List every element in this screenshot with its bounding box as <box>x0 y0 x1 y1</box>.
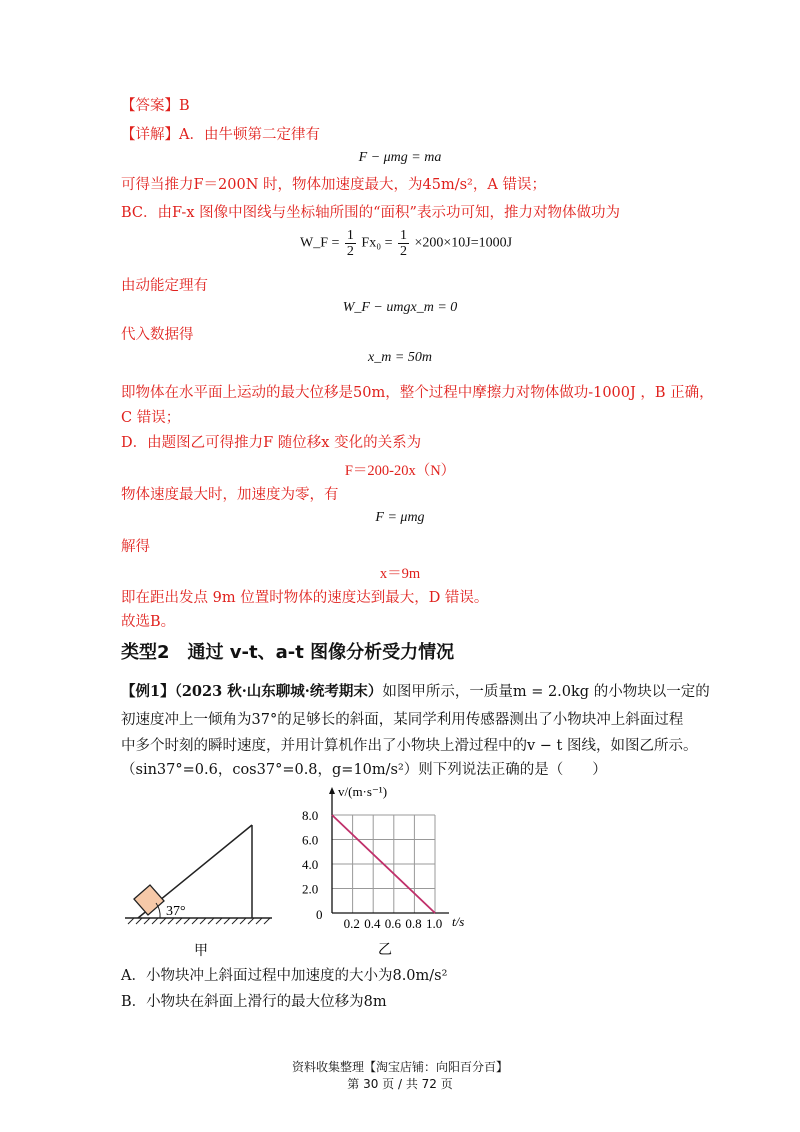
example-line-1 <box>121 682 710 702</box>
example-line-2: 初速度冲上一倾角为37°的足够长的斜面，某同学利用传感器测出了小物块冲上斜面过程 <box>121 712 684 728</box>
fraction-2: $\frac{1}{2}$ <box>399 228 407 259</box>
eq2-lhs: W_F = <box>300 235 340 251</box>
chart-xlabel: t/s <box>452 914 465 929</box>
answer-value: B <box>179 98 190 114</box>
detail-line <box>121 125 320 145</box>
ground-hatch <box>128 918 270 924</box>
y-tick-label: 6.0 <box>302 832 319 848</box>
answer-tag: 【答案】 <box>121 98 179 114</box>
text-line-10: 解得 <box>121 539 150 555</box>
figure-vt-chart <box>300 782 480 957</box>
y-tick-label: 4.0 <box>302 857 319 872</box>
figure-jia-caption: 甲 <box>194 943 208 959</box>
option-b: B．小物块在斜面上滑行的最大位移为8m <box>121 994 387 1010</box>
equation-balance: F = μmg <box>375 510 425 525</box>
text-line-7: C 错误； <box>121 410 181 426</box>
text-line-11: 即在距出发点 9m 位置时物体的速度达到最大，D 错误。 <box>121 590 489 606</box>
text-line-5: 代入数据得 <box>121 327 194 343</box>
example-tag: 【例1】（2023 秋·山东聊城·统考期末） <box>121 683 383 700</box>
text-line-8: D．由题图乙可得推力F 随位移x 变化的关系为 <box>121 435 422 451</box>
text-line-2: 可得当推力F＝200N 时，物体加速度最大，为45m/s²，A 错误； <box>121 177 546 193</box>
option-a: A．小物块冲上斜面过程中加速度的大小为8.0m/s² <box>121 968 448 984</box>
eq2-mid: Fx₀ = <box>361 235 393 251</box>
footer-page: 第 30 页 / 共 72 页 <box>347 1077 453 1091</box>
equation-kinetic: W_F − umgx_m = 0 <box>342 300 458 315</box>
text-line-6: 即物体在水平面上运动的最大位移是50m，整个过程中摩擦力对物体做功-1000J ，B 正确， <box>121 385 714 401</box>
example-text-1: 如图甲所示，一质量m = 2.0kg 的小物块以一定的 <box>382 684 710 700</box>
text-line-4: 由动能定理有 <box>121 278 208 294</box>
text-line-12: 故选B。 <box>121 614 176 630</box>
y-tick-label: 8.0 <box>302 808 319 823</box>
x-tick-label: 0.8 <box>405 916 422 931</box>
answer-line <box>121 96 190 116</box>
x-tick-label: 0.6 <box>384 916 402 931</box>
chart-axes <box>329 787 449 913</box>
chart-origin: 0 <box>316 907 323 922</box>
fraction-1: $\frac{1}{2}$ <box>346 228 354 259</box>
figure-incline <box>120 815 280 960</box>
equation-x: x＝9m <box>379 566 421 582</box>
x-tick-label: 0.4 <box>364 916 381 931</box>
chart-ylabel: v/(m·s⁻¹) <box>338 784 388 799</box>
detail-tag: 【详解】 <box>121 127 179 143</box>
equation-newton: F − μmg = ma <box>358 150 442 165</box>
footer-source: 资料收集整理【淘宝店铺：向阳百分百】 <box>291 1060 508 1074</box>
section-heading: 类型2 通过 v-t、a-t 图像分析受力情况 <box>121 642 455 663</box>
equation-force: F＝200-20x（N） <box>344 463 456 479</box>
eq2-rhs: ×200×10J=1000J <box>414 235 513 251</box>
y-axis-arrow <box>329 787 335 794</box>
y-tick-label: 2.0 <box>302 881 319 897</box>
detail-text: A．由牛顿第二定律有 <box>179 127 320 143</box>
x-tick-label: 0.2 <box>343 916 360 931</box>
x-tick-label: 1.0 <box>426 916 443 931</box>
angle-label: 37° <box>166 904 186 919</box>
example-line-3: 中多个时刻的瞬时速度，并用计算机作出了小物块上滑过程中的v − t 图线，如图乙所示。 <box>121 738 698 754</box>
figure-yi-caption: 乙 <box>378 942 392 957</box>
text-line-9: 物体速度最大时，加速度为零，有 <box>121 487 339 503</box>
equation-work <box>300 228 512 259</box>
equation-xm: x_m = 50m <box>368 350 432 365</box>
text-line-3: BC．由F-x 图像中图线与坐标轴所围的“面积”表示功可知，推力对物体做功为 <box>121 205 620 221</box>
example-line-4: （sin37°=0.6，cos37°=0.8，g=10m/s²）则下列说法正确的是（ ） <box>121 762 607 778</box>
